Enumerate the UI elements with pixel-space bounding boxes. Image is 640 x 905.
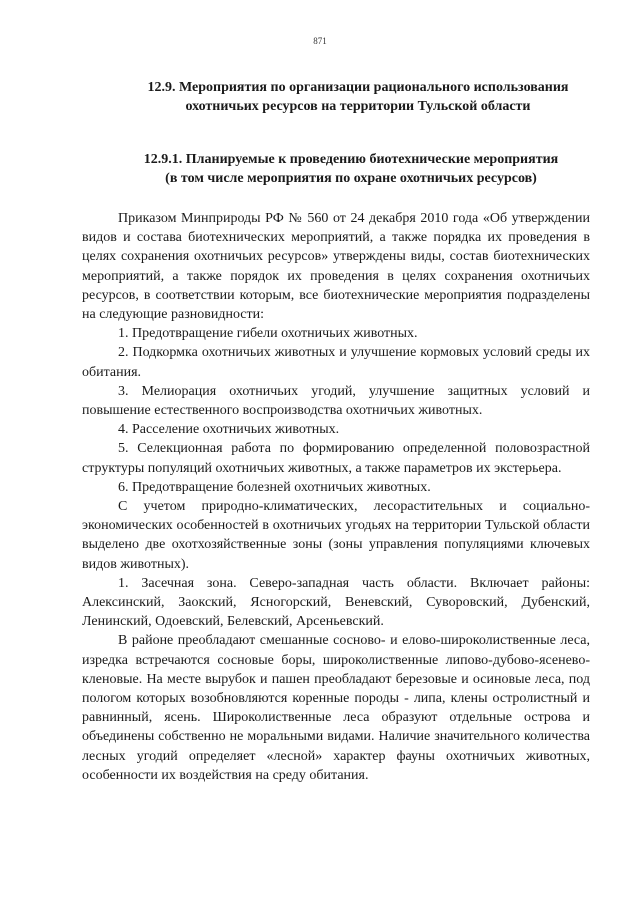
list-item-2: 2. Подкормка охотничьих животных и улучшение кормовых условий среды их обитания.	[82, 345, 590, 380]
subsection-heading-line-1: 12.9.1. Планируемые к проведению биотехнические мероприятия	[143, 152, 559, 167]
paragraph-zone-1: 1. Засечная зона. Северо-западная часть области. Включает районы: Алексинский, Заокский, Ясногорский, Веневский, Суворовский, Дубенский, Ленинский, Одоевский, Белевский, Арсеньевский.	[82, 575, 590, 630]
paragraph-forests: В районе преобладают смешанные сосново- и елово-широколиственные леса, изредка встречаются сосновые боры, широколиственные липово-дубово-ясенево-кленовые. На месте вырубок и пашен преобладают березовые и осиновые леса, под пологом которых возобновляются коренные породы - липа, клены остролистный и равнинный, ясень. Широколиственные леса образуют отдельные острова и объединены собственно не моральными видами. Наличие значительного количества лесных угодий определяет «лесной» характер фауны охотничьих животных, особенности их воздействия на среду обитания.	[82, 633, 590, 783]
page-number: 871	[313, 36, 327, 46]
list-item-6: 6. Предотвращение болезней охотничьих животных.	[118, 479, 431, 495]
list-item-4: 4. Расселение охотничьих животных.	[118, 422, 340, 438]
paragraph-intro: Приказом Минприроды РФ № 560 от 24 декабря 2010 года «Об утверждении видов и состава биотехнических мероприятий, а также порядка их проведения в целях сохранения охотничьих ресурсов» утверждены виды, состав биотехнических мероприятий, а также порядок их проведения в целях сохранения охотничьих ресурсов, в соответствии которым, все биотехнические мероприятия подразделены на следующие разновидности:	[82, 211, 590, 323]
subsection-heading-line-2: (в том числе мероприятия по охране охотничьих ресурсов)	[165, 171, 537, 186]
body-text	[82, 209, 590, 785]
list-item-5: 5. Селекционная работа по формированию определенной половозрастной структуры популяций охотничьих животных, а также параметров их экстерьера.	[82, 441, 590, 476]
subsection-heading	[112, 150, 590, 188]
section-heading-line-2: охотничьих ресурсов на территории Тульской области	[185, 99, 531, 114]
section-heading-line-1: 12.9. Мероприятия по организации рационального использования	[147, 80, 569, 95]
list-item-3: 3. Мелиорация охотничьих угодий, улучшение защитных условий и повышение естественного воспроизводства охотничьих животных.	[82, 383, 590, 419]
section-heading	[120, 78, 596, 116]
list-item-1: 1. Предотвращение гибели охотничьих животных.	[118, 326, 418, 342]
paragraph-zones: С учетом природно-климатических, лесорастительных и социально-экономических особенностей в охотничьих угодьях на территории Тульской области выделено две охотхозяйственные зоны (зоны управления популяциями ключевых видов животных).	[82, 499, 590, 572]
